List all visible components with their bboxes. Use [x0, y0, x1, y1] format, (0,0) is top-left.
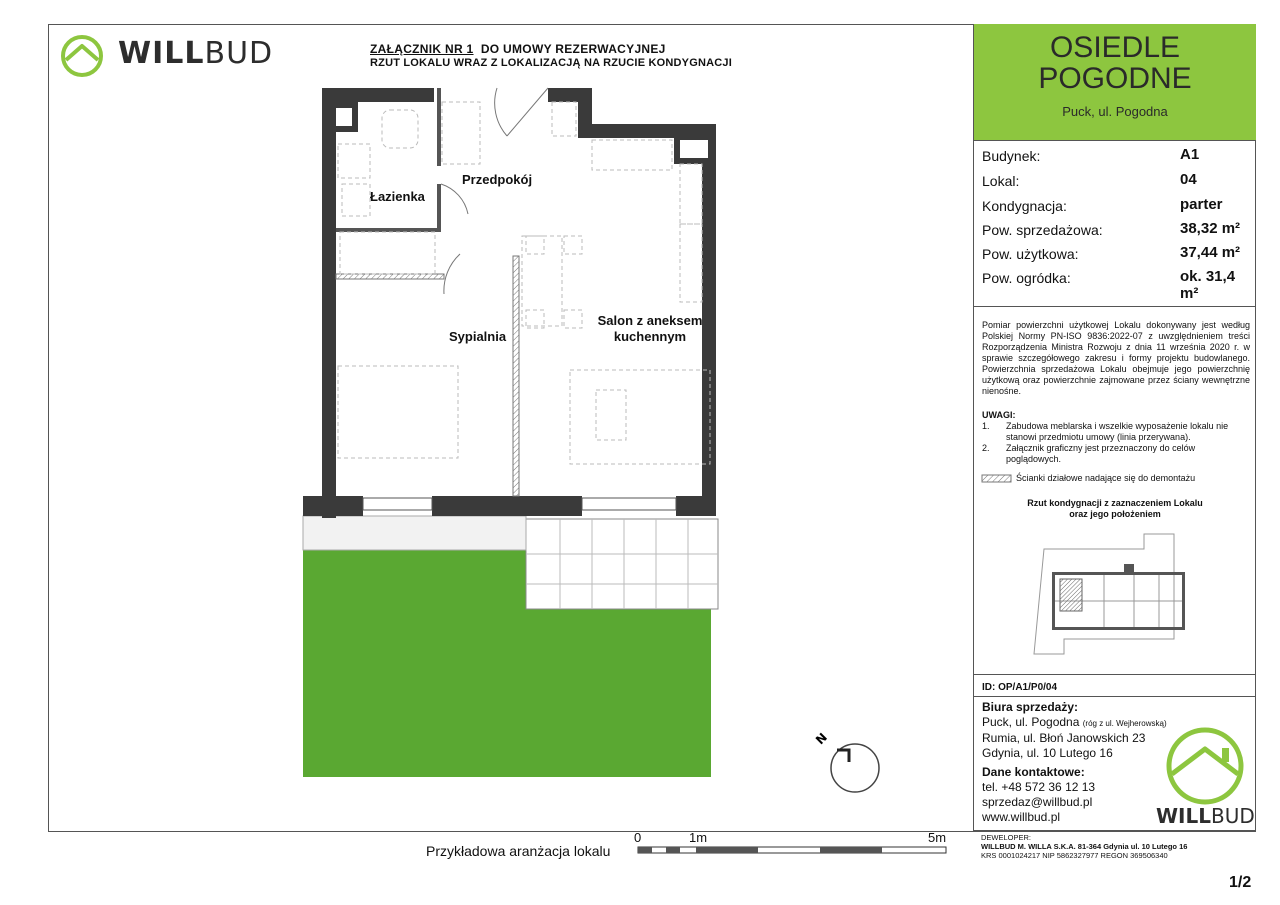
- detail-value: 37,44 m²: [1180, 244, 1241, 261]
- scale-tick-0: 0: [634, 830, 642, 845]
- scale-caption: Przykładowa aranżacja lokalu: [426, 843, 611, 859]
- logo-text-light: BUD: [204, 36, 274, 71]
- detail-value: 38,32 m²: [1180, 220, 1241, 237]
- contact-phone[interactable]: tel. +48 572 36 12 13: [982, 780, 1096, 794]
- attachment-subject: DO UMOWY REZERWACYJNEJ: [480, 42, 666, 56]
- scale-tick-5m: 5m: [928, 830, 947, 845]
- office-address: Puck, ul. Pogodna: [982, 715, 1080, 729]
- footer-logo-text: [1156, 804, 1255, 828]
- unit-id: ID: OP/A1/P0/04: [982, 682, 1058, 693]
- north-arrow-icon: [812, 726, 885, 796]
- detail-row-unit: [982, 173, 1252, 197]
- room-label-bedroom: Sypialnia: [449, 329, 507, 344]
- location-plan: [1024, 529, 1194, 664]
- logo-text-bold: WILL: [118, 36, 205, 71]
- note-number: 2.: [982, 443, 990, 453]
- detail-row-floor: [982, 198, 1252, 222]
- detail-row-garden-area: [982, 268, 1252, 302]
- house-leaf-icon: [60, 34, 104, 76]
- attachment-number: ZAŁĄCZNIK NR 1: [370, 42, 474, 56]
- office-address: Rumia, ul. Błoń Janowskich 23: [982, 731, 1146, 745]
- room-label-bathroom: Łazienka: [370, 189, 425, 204]
- location-plan-line2: oraz jego położeniem: [1069, 509, 1161, 519]
- document-title: [370, 42, 666, 56]
- willbud-logo: [60, 34, 274, 76]
- house-leaf-icon: [1162, 724, 1248, 806]
- contact-title: Dane kontaktowe:: [982, 765, 1085, 779]
- developer-title: DEWELOPER:: [981, 833, 1032, 842]
- detail-value: A1: [1180, 146, 1200, 163]
- detail-label: Lokal:: [982, 173, 1020, 189]
- developer-info: [981, 833, 1187, 860]
- document-subtitle: RZUT LOKALU WRAZ Z LOKALIZACJĄ NA RZUCIE KONDYGNACJI: [370, 57, 732, 69]
- estate-name-line2: POGODNE: [1038, 62, 1192, 95]
- scale-bar: [638, 847, 948, 855]
- sales-offices: [982, 700, 1167, 761]
- room-label-hallway: Przedpokój: [462, 172, 533, 187]
- room-label-living-line2: kuchennym: [613, 329, 687, 344]
- scale-tick-1m: 1m: [689, 830, 708, 845]
- highlighted-unit: [1060, 579, 1082, 611]
- location-plan-title: [974, 498, 1256, 520]
- note-text: Załącznik graficzny jest przeznaczony do celów poglądowych.: [1006, 443, 1196, 464]
- note-number: 1.: [982, 421, 990, 431]
- detail-row-usable-area: [982, 246, 1252, 270]
- estate-header: [974, 24, 1256, 140]
- developer-registry: KRS 0001024217 NIP 5862327977 REGON 369506340: [981, 851, 1168, 860]
- office-address-note: (róg z ul. Wejherowską): [1082, 719, 1167, 728]
- estate-name: [974, 32, 1256, 94]
- room-label-living-line1: Salon z aneksem: [597, 313, 703, 328]
- sales-offices-title: Biura sprzedaży:: [982, 700, 1079, 714]
- contact-details: [982, 765, 1095, 825]
- notes-title: UWAGI:: [982, 410, 1016, 420]
- detail-label: Kondygnacja:: [982, 198, 1067, 214]
- location-plan-line1: Rzut kondygnacji z zaznaczeniem Lokalu: [1027, 498, 1203, 508]
- measurement-note: Pomiar powierzchni użytkowej Lokalu dokonywany jest według Polskiej Normy PN-ISO 9836:2022-07 z uwzględnieniem treści Rozporządzenia Ministra Rozwoju z dnia 11 września 2020 r. w sprawie szczegółowego zakresu i formy projektu budowlanego. Powierzchnia sprzedażowa Lokalu obejmuje jego powierzchnię użytkową oraz powierzchnie zajmowane przez ściany wewnętrzne nienośne.: [982, 320, 1250, 396]
- paving-strip: [303, 516, 526, 550]
- room-label-living: [590, 313, 710, 345]
- contact-website[interactable]: www.willbud.pl: [982, 810, 1061, 824]
- office-address: Gdynia, ul. 10 Lutego 16: [982, 746, 1113, 760]
- estate-name-line1: OSIEDLE: [1049, 31, 1181, 64]
- logo-text-bold: WILL: [1156, 804, 1211, 828]
- detail-row-building: [982, 148, 1252, 172]
- detail-label: Pow. sprzedażowa:: [982, 222, 1103, 238]
- contact-email[interactable]: sprzedaz@willbud.pl: [982, 795, 1093, 809]
- developer-name: WILLBUD M. WILLA S.K.A. 81-364 Gdynia ul. 10 Lutego 16: [981, 842, 1188, 851]
- terrace: [526, 519, 718, 609]
- detail-value: parter: [1180, 196, 1223, 213]
- hatch-legend-icon: [982, 475, 1012, 483]
- detail-label: Pow. ogródka:: [982, 270, 1071, 286]
- detail-value: ok. 31,4 m²: [1180, 268, 1236, 302]
- notes: [982, 410, 1250, 484]
- detail-row-sales-area: [982, 222, 1252, 246]
- sidebar: [973, 24, 1256, 832]
- legend-text: Ścianki działowe nadające się do demontażu: [1016, 473, 1196, 483]
- estate-location: Puck, ul. Pogodna: [1062, 104, 1168, 119]
- logo-text-light: BUD: [1211, 804, 1255, 828]
- detail-label: Pow. użytkowa:: [982, 246, 1079, 262]
- svg-text:N: N: [812, 730, 830, 748]
- detail-value: 04: [1180, 171, 1197, 188]
- page-number: 1/2: [1229, 874, 1252, 891]
- detail-label: Budynek:: [982, 148, 1041, 164]
- note-text: Zabudowa meblarska i wszelkie wyposażenie lokalu nie stanowi przedmiotu umowy (linia przerywana).: [1006, 421, 1229, 442]
